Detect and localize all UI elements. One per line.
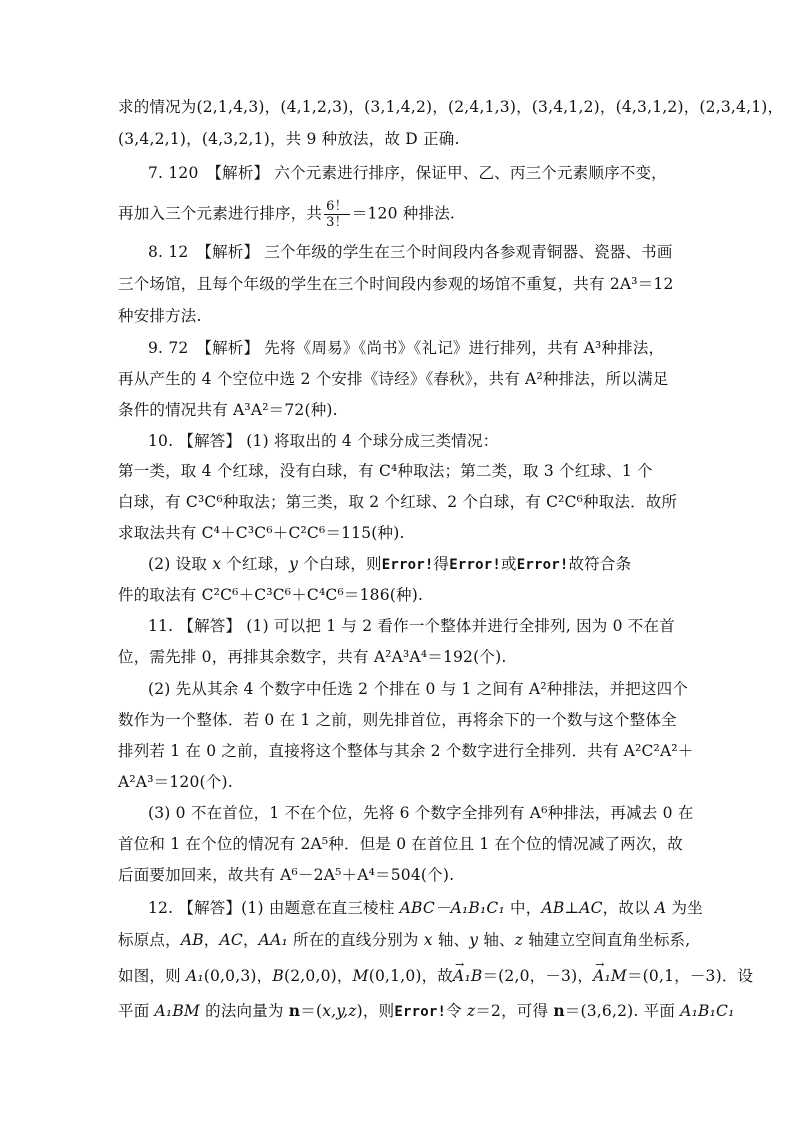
normal-vector-n: n [288,1001,301,1020]
segment-aa1: AA₁ [258,931,288,949]
perpendicular-relation: AB⊥AC [541,899,603,917]
text-line: A²A³＝120(个). [118,773,233,791]
axis-x: x [423,931,433,949]
segment-ac: AC [219,931,243,949]
text-segment: 轴、 [478,931,515,949]
answer-7-line: 7. 120 【解析】 六个元素进行排序，保证甲、乙、丙三个元素顺序不变， [148,164,667,182]
variable-x: x [212,555,222,573]
text-line [118,929,691,951]
text-segment: 12. 【解答】(1) 由题意在直三棱柱 [148,899,400,917]
answer-9-line: 9. 72 【解析】 先将《周易》《尚书》《礼记》进行排列，共有 A³种排法， [148,339,665,357]
text-line: (3) 0 不在首位，1 不在个位，先将 6 个数字全排列有 A⁶种排法，再减去 0 在 [148,804,694,822]
answer-12-line [148,897,708,919]
vector-a1m: → A₁M [593,965,627,987]
variables-xyz: x,y,z [322,1002,357,1020]
text-segment: 得 [433,555,450,573]
point-a1: A₁ [185,967,204,985]
text-line: 三个场馆，且每个年级的学生在三个时间段内参观的场馆不重复，共有 2A³＝12 [118,275,674,293]
text-segment: 个白球，则 [298,555,382,573]
text-line: (3,4,2,1)，(4,3,2,1)，共 9 种放法，故 D 正确. [118,130,460,148]
text-line: 排列若 1 在 0 之前，直接将这个整体与其余 2 个数字进行全排列．共有 A²C²A²＋ [118,742,694,760]
text-segment: ， [242,931,259,949]
text-segment: 所在的直线分别为 [287,931,424,949]
text-segment: ＝(0,1，－3)．设 [626,967,754,985]
text-segment: (2) 设取 [148,555,213,573]
text-segment: 或 [500,555,517,573]
variable-y: y [289,555,299,573]
plane-a1b1c1: A₁B₁C₁ [680,1002,735,1020]
text-segment: ， [203,931,220,949]
error-text: Error! [381,557,434,573]
text-segment: 平面 [118,1002,155,1020]
prism-name: ABC－A₁B₁C₁ [399,899,505,917]
text-line: 后面要加回来，故共有 A⁶－2A⁵＋A⁴＝504(个). [118,866,455,884]
text-segment: 再加入三个元素进行排序，共 [118,204,323,223]
text-line: 位，需先排 0，再排其余数字，共有 A²A³A⁴＝192(个). [118,648,507,666]
text-segment: 个红球， [221,555,290,573]
text-line: (2) 先从其余 4 个数字中任选 2 个排在 0 与 1 之间有 A²种排法，并把这四个 [148,680,689,698]
text-segment: 如图，则 [118,967,186,985]
text-segment: 为坐 [666,899,703,917]
text-segment: 轴、 [432,931,470,949]
text-line: 条件的情况共有 A³A²＝72(种). [118,401,338,419]
error-text: Error! [516,557,569,573]
text-segment: (2,0,0)， [283,967,353,985]
text-line: 件的取法有 C²C⁶＋C³C⁶＋C⁴C⁶＝186(种). [118,586,424,604]
text-segment: 中， [504,899,542,917]
text-segment: 故符合条 [568,555,632,573]
text-segment: ＝120 种排法. [351,204,456,223]
text-segment: ＝(3,6,2). 平面 [564,1002,681,1020]
text-line [118,965,754,987]
fraction-numerator: 6！ [326,199,348,214]
answer-10-line: 10. 【解答】 (1) 将取出的 4 个球分成三类情况： [148,432,499,450]
text-segment: 的法向量为 [200,1002,289,1020]
text-line: 白球，有 C³C⁶种取法；第三类，取 2 个红球、2 个白球，有 C²C⁶种取法．故所 [118,493,678,511]
answer-11-line: 11. 【解答】 (1) 可以把 1 与 2 看作一个整体并进行全排列, 因为 0 不在首 [148,617,675,635]
axis-y: y [469,931,479,949]
text-segment: ，故以 [602,899,655,917]
text-segment: (0,0,3)， [203,967,273,985]
point-b: B [272,967,284,985]
text-line: 数作为一个整体．若 0 在 1 之前，则先排首位，再将余下的一个数与这个整体全 [118,711,677,729]
error-text: Error! [394,1004,447,1020]
text-segment: 轴建立空间直角坐标系, [523,931,691,949]
fraction-denominator: 3！ [326,215,348,230]
text-segment: ＝(2,0，－3)， [482,967,594,985]
text-line: 再从产生的 4 个空位中选 2 个安排《诗经》《春秋》，共有 A²种排法，所以满足 [118,370,669,388]
variable-z: z [466,1002,476,1020]
text-line [118,1000,735,1023]
text-segment: ＝( [300,1002,323,1020]
fraction [324,199,350,230]
text-segment: ＝2，可得 [475,1002,554,1020]
point-m: M [352,967,369,985]
plane-a1bm: A₁BM [154,1002,200,1020]
text-segment: (0,1,0)，故 [368,967,454,985]
text-line: 首位和 1 在个位的情况有 2A⁵种．但是 0 在首位且 1 在个位的情况减了两次，故 [118,835,683,853]
answer-8-line: 8. 12 【解析】 三个年级的学生在三个时间段内各参观青铜器、瓷器、书画 [148,243,673,261]
answer-7-formula-line [118,199,678,230]
text-line: 第一类，取 4 个红球，没有白球，有 C⁴种取法；第二类，取 3 个红球、1 个 [118,462,653,480]
text-line: 求的情况为(2,1,4,3)，(4,1,2,3)，(3,1,4,2)，(2,4,1,3)，(3,4,1,2)，(4,3,1,2)，(2,3,4,1)， [118,98,784,116]
text-segment: )，则 [356,1002,395,1020]
segment-ab: AB [180,931,204,949]
vector-a1b: → A₁B [453,965,482,987]
axis-z: z [514,931,524,949]
error-text: Error! [449,557,501,573]
normal-vector-n: n [553,1001,565,1020]
text-line: 求取法共有 C⁴＋C³C⁶＋C²C⁶＝115(种). [118,524,405,542]
text-line [148,553,708,576]
text-line: 种安排方法. [118,307,202,325]
text-segment: 令 [446,1002,467,1020]
text-segment: 标原点， [118,931,181,949]
point-a: A [654,899,667,917]
